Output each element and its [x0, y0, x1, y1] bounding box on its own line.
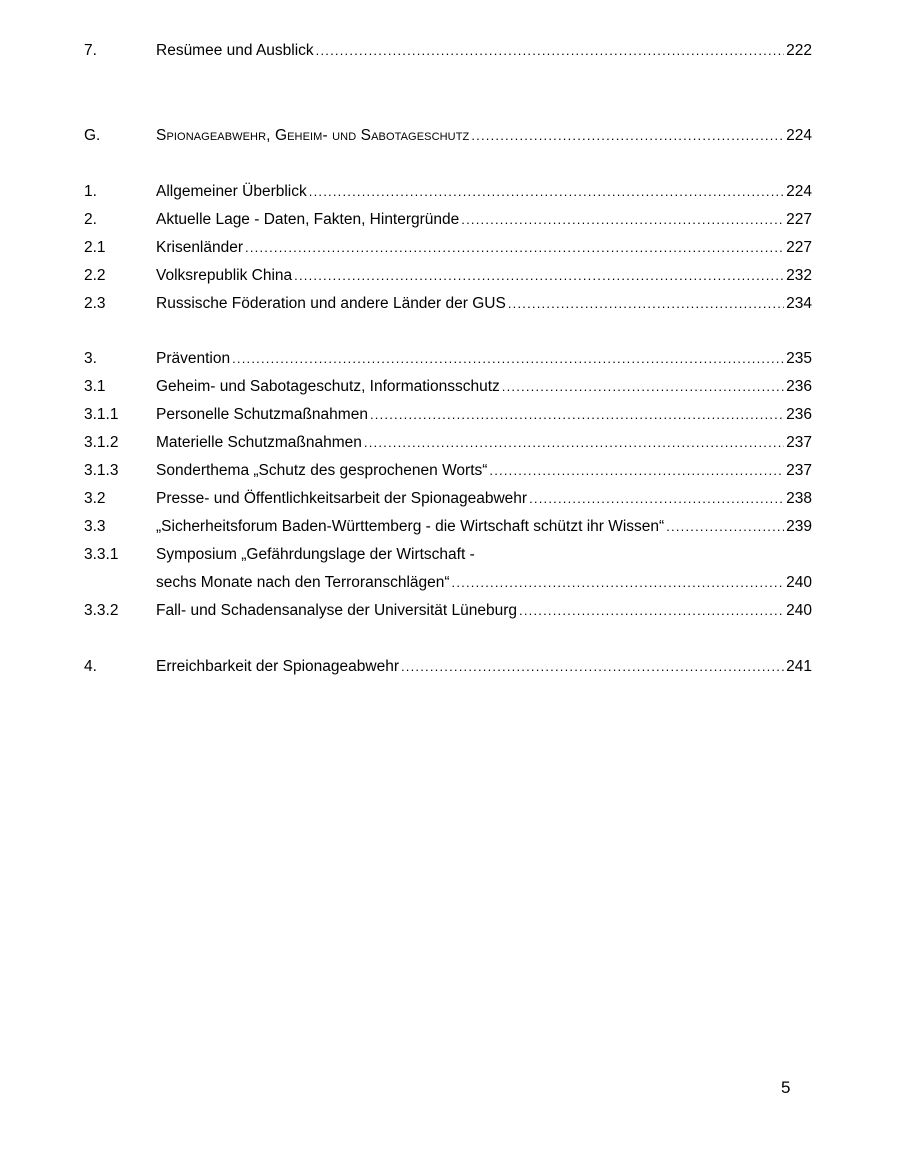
toc-entry-page: 232: [786, 267, 812, 284]
toc-entry-title: Presse- und Öffentlichkeitsarbeit der Spionageabwehr: [156, 490, 528, 507]
toc-entry-title: „Sicherheitsforum Baden-Württemberg - die Wirtschaft schützt ihr Wissen“: [156, 518, 665, 535]
toc-entry-number: 3.1.2: [84, 434, 119, 451]
toc-entry-page: 227: [786, 239, 812, 256]
toc-entry: [84, 600, 812, 622]
toc-dot-leader: [245, 237, 784, 259]
toc-entry-title-continued: sechs Monate nach den Terroranschlägen“: [156, 574, 450, 591]
toc-dot-leader: [294, 265, 784, 287]
toc-entry-title: Russische Föderation und andere Länder der GUS: [156, 295, 506, 312]
toc-entry-page: 240: [786, 602, 812, 619]
toc-entry: [84, 181, 812, 203]
toc-entry: [84, 348, 812, 370]
toc-dot-leader: [519, 600, 784, 622]
toc-entry-page: 240: [786, 574, 812, 591]
toc-dot-leader: [489, 460, 784, 482]
toc-entry: [84, 237, 812, 259]
toc-dot-leader: [502, 376, 784, 398]
toc-entry-title: Personelle Schutzmaßnahmen: [156, 406, 368, 423]
toc-entry-number: G.: [84, 127, 101, 144]
toc-entry-title: Aktuelle Lage - Daten, Fakten, Hintergründe: [156, 211, 460, 228]
toc-entry-title: Materielle Schutzmaßnahmen: [156, 434, 362, 451]
toc-entry-number: 3.1.1: [84, 406, 119, 423]
toc-entry-number: 1.: [84, 183, 97, 200]
toc-dot-leader: [232, 348, 784, 370]
toc-entry-page: 236: [786, 378, 812, 395]
toc-entry: [84, 656, 812, 678]
toc-dot-leader: [364, 432, 784, 454]
toc-entry: [84, 293, 812, 315]
toc-entry-number: 3.3.2: [84, 602, 119, 619]
toc-entry: [84, 460, 812, 482]
toc-entry-number: 3.: [84, 350, 97, 367]
toc-entry: [84, 432, 812, 454]
toc-dot-leader: [471, 125, 784, 147]
toc-entry-page: 237: [786, 462, 812, 479]
toc-entry-number: 3.1.3: [84, 462, 119, 479]
toc-entry: [84, 209, 812, 231]
toc-entry-number: 2.3: [84, 295, 106, 312]
toc-entry-title: Prävention: [156, 350, 231, 367]
toc-entry-number: 3.3.1: [84, 546, 119, 563]
toc-entry-number: 2.2: [84, 267, 106, 284]
toc-entry-continuation: [84, 572, 812, 594]
toc-dot-leader: [316, 40, 784, 62]
toc-dot-leader: [370, 404, 784, 426]
toc-entry-title: Sonderthema „Schutz des gesprochenen Worts“: [156, 462, 488, 479]
toc-entry-page: 241: [786, 658, 812, 675]
toc-entry-page: 236: [786, 406, 812, 423]
toc-entry-title: Resümee und Ausblick: [156, 42, 314, 59]
toc-entry: [84, 516, 812, 538]
toc-entry: [84, 40, 812, 62]
toc-entry-number: 3.3: [84, 518, 106, 535]
toc-entry-number: 3.2: [84, 490, 106, 507]
toc-entry-page: 239: [786, 518, 812, 535]
toc-entry-title: Geheim- und Sabotageschutz, Informationsschutz: [156, 378, 500, 395]
toc-dot-leader: [461, 209, 784, 231]
toc-entry-title: Spionageabwehr, Geheim- und Sabotageschutz: [156, 127, 470, 144]
toc-entry: [84, 265, 812, 287]
toc-entry-page: 234: [786, 295, 812, 312]
toc-entry: [84, 376, 812, 398]
toc-entry-page: 227: [786, 211, 812, 228]
toc-entry-page: 222: [786, 42, 812, 59]
toc-entry-title: Erreichbarkeit der Spionageabwehr: [156, 658, 399, 675]
toc-dot-leader: [666, 516, 784, 538]
toc-entry-title: Allgemeiner Überblick: [156, 183, 307, 200]
toc-entry-title: Volksrepublik China: [156, 267, 293, 284]
toc-entry-page: 224: [786, 127, 812, 144]
toc-entry-first-line: [84, 544, 812, 566]
page-number: 5: [781, 1078, 791, 1097]
toc-entry-title: Symposium „Gefährdungslage der Wirtschaft -: [156, 546, 475, 563]
toc-entry-page: 224: [786, 183, 812, 200]
toc-entry-number: 2.1: [84, 239, 106, 256]
toc-dot-leader: [508, 293, 784, 315]
toc-entry: [84, 488, 812, 510]
toc-dot-leader: [309, 181, 784, 203]
toc-entry-page: 237: [786, 434, 812, 451]
toc-entry-title: Fall- und Schadensanalyse der Universität Lüneburg: [156, 602, 518, 619]
toc-entry-number: 4.: [84, 658, 97, 675]
toc-entry-page: 238: [786, 490, 812, 507]
toc-dot-leader: [452, 572, 785, 594]
toc-entry-number: 2.: [84, 211, 97, 228]
toc-entry-number: 7.: [84, 42, 97, 59]
toc-dot-leader: [529, 488, 784, 510]
toc-entry-title: Krisenländer: [156, 239, 244, 256]
toc-entry: [84, 404, 812, 426]
toc-dot-leader: [401, 656, 784, 678]
toc-chapter-heading: [84, 125, 812, 147]
toc-entry-number: 3.1: [84, 378, 106, 395]
toc-entry-page: 235: [786, 350, 812, 367]
